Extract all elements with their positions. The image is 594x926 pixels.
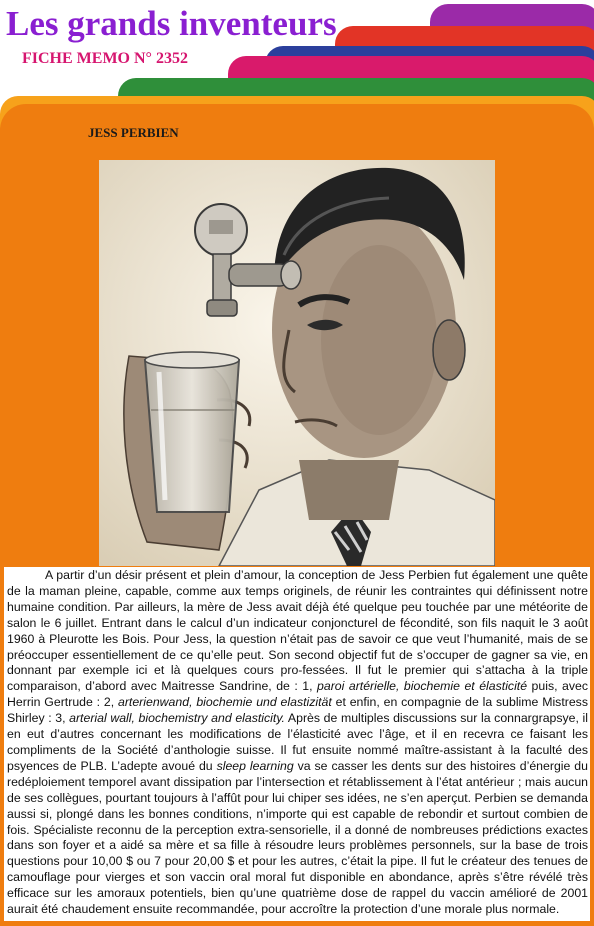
article-italic-4: sleep learning [216, 758, 294, 773]
person-name: JESS PERBIEN [88, 125, 179, 140]
portrait-photo [99, 160, 495, 566]
article-italic-3: arterial wall, biochemistry and elasticity. [69, 711, 285, 726]
article-italic-1: paroi artérielle, biochemie et élasticité [317, 679, 528, 694]
article-part-4: Après de multiples discussions sur la connargrapsye, il en eut d’autres concernant les modifications de l’élasticité avec l’âge, et il en recevra ce faisant les compliments de la Société d’anthologie suisse. Il fut ensuite nommé maître-assistant à la faculté des psyences de PLB. L’adepte avoué du [7, 711, 589, 773]
article-text [4, 567, 590, 921]
article-part-3: et enfin, en compagnie de la sublime Mistress Shirley : 3, [7, 695, 588, 726]
memo-number: FICHE MEMO N° 2352 [22, 50, 188, 67]
article-italic-2: arterienwand, biochemie und elastizität [117, 695, 332, 710]
article-part-1: A partir d’un désir présent et plein d’amour, la conception de Jess Perbien fut également une quête de la maman pleine, capable, comme aux temps originels, de réunir les contraintes qui définissent notre humaine condition. Par ailleurs, la mère de Jess avait déjà été quelque peu touchée par une météorite de salon le 6 juillet. Entrant dans le calcul d’un indicateur conjoncturel de fécondité, son fils naquit le 3 août 1960 à Pleurotte les Bois. Pour Jess, la question n’était pas de savoir ce que veut l’humanité, mais de se préoccuper essentiellement de ce qu’elle peut. Son second objectif fut de s’occuper de gagner sa vie, en donnant par exemple ici et là quelques cours pro-fessées. Il fut le premier qui s’attacha à la triple comparaison, d’abord avec Maitresse Sandrine, de : 1, [7, 568, 588, 694]
article-part-5: va se casser les dents sur des histoires d’énergie du redéploiement temporel avant dissipation par l’intersection et rétablissement à l’état antérieur ; mais aucun de ses collègues, pourtant toujours à l’affût pour lui chiper ses idées, ne s’en aperçut. Perbien se demanda aussi si, plongé dans les bonnes conditions, n’importe qui est capable de rebondir et surtout combien de fois. Spécialiste reconnu de la perception extra-sensorielle, il a donné de nombreuses prédictions exactes dans son foyer et a aidé sa mère et sa fille à résoudre leurs problèmes personnels, sur la base de trois questions pour 10,00 $ ou 7 pour 20,00 $ et pour les autres, c’était la pipe. Il fut le créateur des tenues de camouflage pour vierges et son vaccin oral moral fut disponible en abondance, après s’être révélé très efficace sur les amoraux potentiels, bien qu’une quatrième dose de rappel du vaccin amélioré de 2001 aurait été chaudement ensuite recommandée, pour accroître la protection d’une morale plus normale. [7, 758, 588, 917]
article-part-2: puis, avec Herrin Gertrude : 2, [7, 679, 588, 710]
page-title: Les grands inventeurs [6, 4, 337, 43]
